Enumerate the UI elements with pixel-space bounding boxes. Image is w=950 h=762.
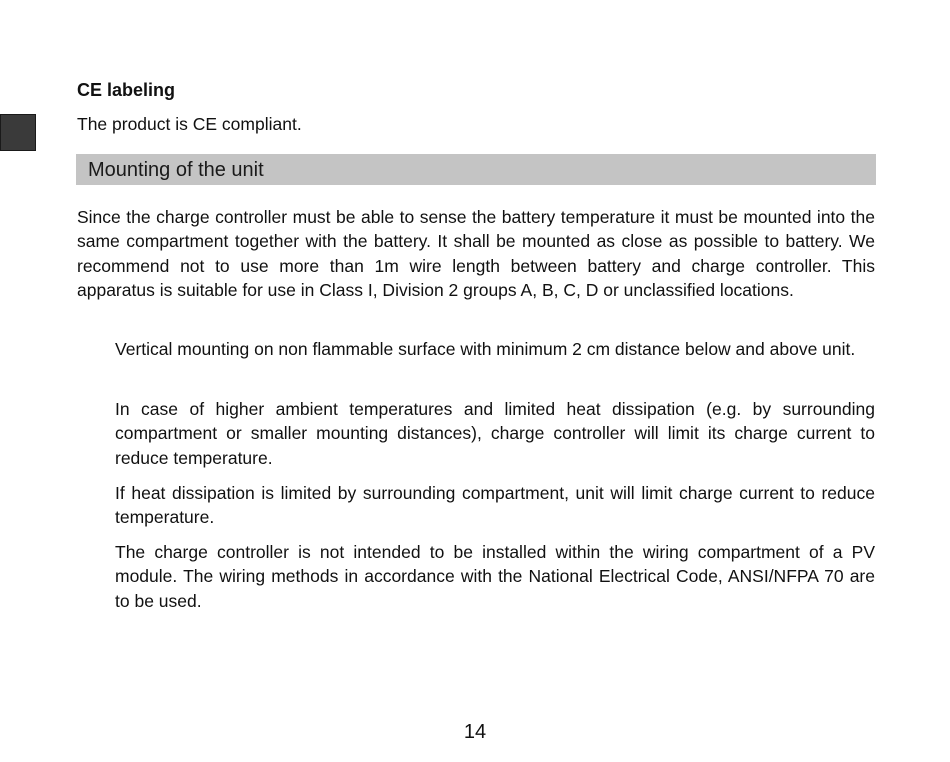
mounting-item-wiring-compartment: The charge controller is not intended to be installed within the wiring compartment of a PV module. The wiring methods in accordance with the National Electrical Code, ANSI/NFPA 70 are to be used. [115,542,875,611]
ce-labeling-heading: CE labeling [77,80,176,100]
mounting-item-vertical: Vertical mounting on non flammable surface with minimum 2 cm distance below and above unit. [115,339,856,359]
mounting-item-heat-dissipation: If heat dissipation is limited by surrounding compartment, unit will limit charge current to reduce temperature. [115,483,875,528]
chapter-tab-marker [0,114,36,151]
ce-labeling-text: The product is CE compliant. [77,114,302,134]
mounting-section-heading: Mounting of the unit [76,154,876,185]
mounting-intro-paragraph: Since the charge controller must be able to sense the battery temperature it must be mounted into the same compartment together with the battery. It shall be mounted as close as possible to battery. We recommend not to use more than 1m wire length between battery and charge controller. This apparatus is suitable for use in Class I, Division 2 groups A, B, C, D or unclassified locations. [77,207,875,300]
mounting-item-ambient-temperature: In case of higher ambient temperatures and limited heat dissipation (e.g. by surrounding compartment or smaller mounting distances), charge controller will limit its charge current to reduce temperature. [115,399,875,468]
page-number: 14 [463,721,487,743]
